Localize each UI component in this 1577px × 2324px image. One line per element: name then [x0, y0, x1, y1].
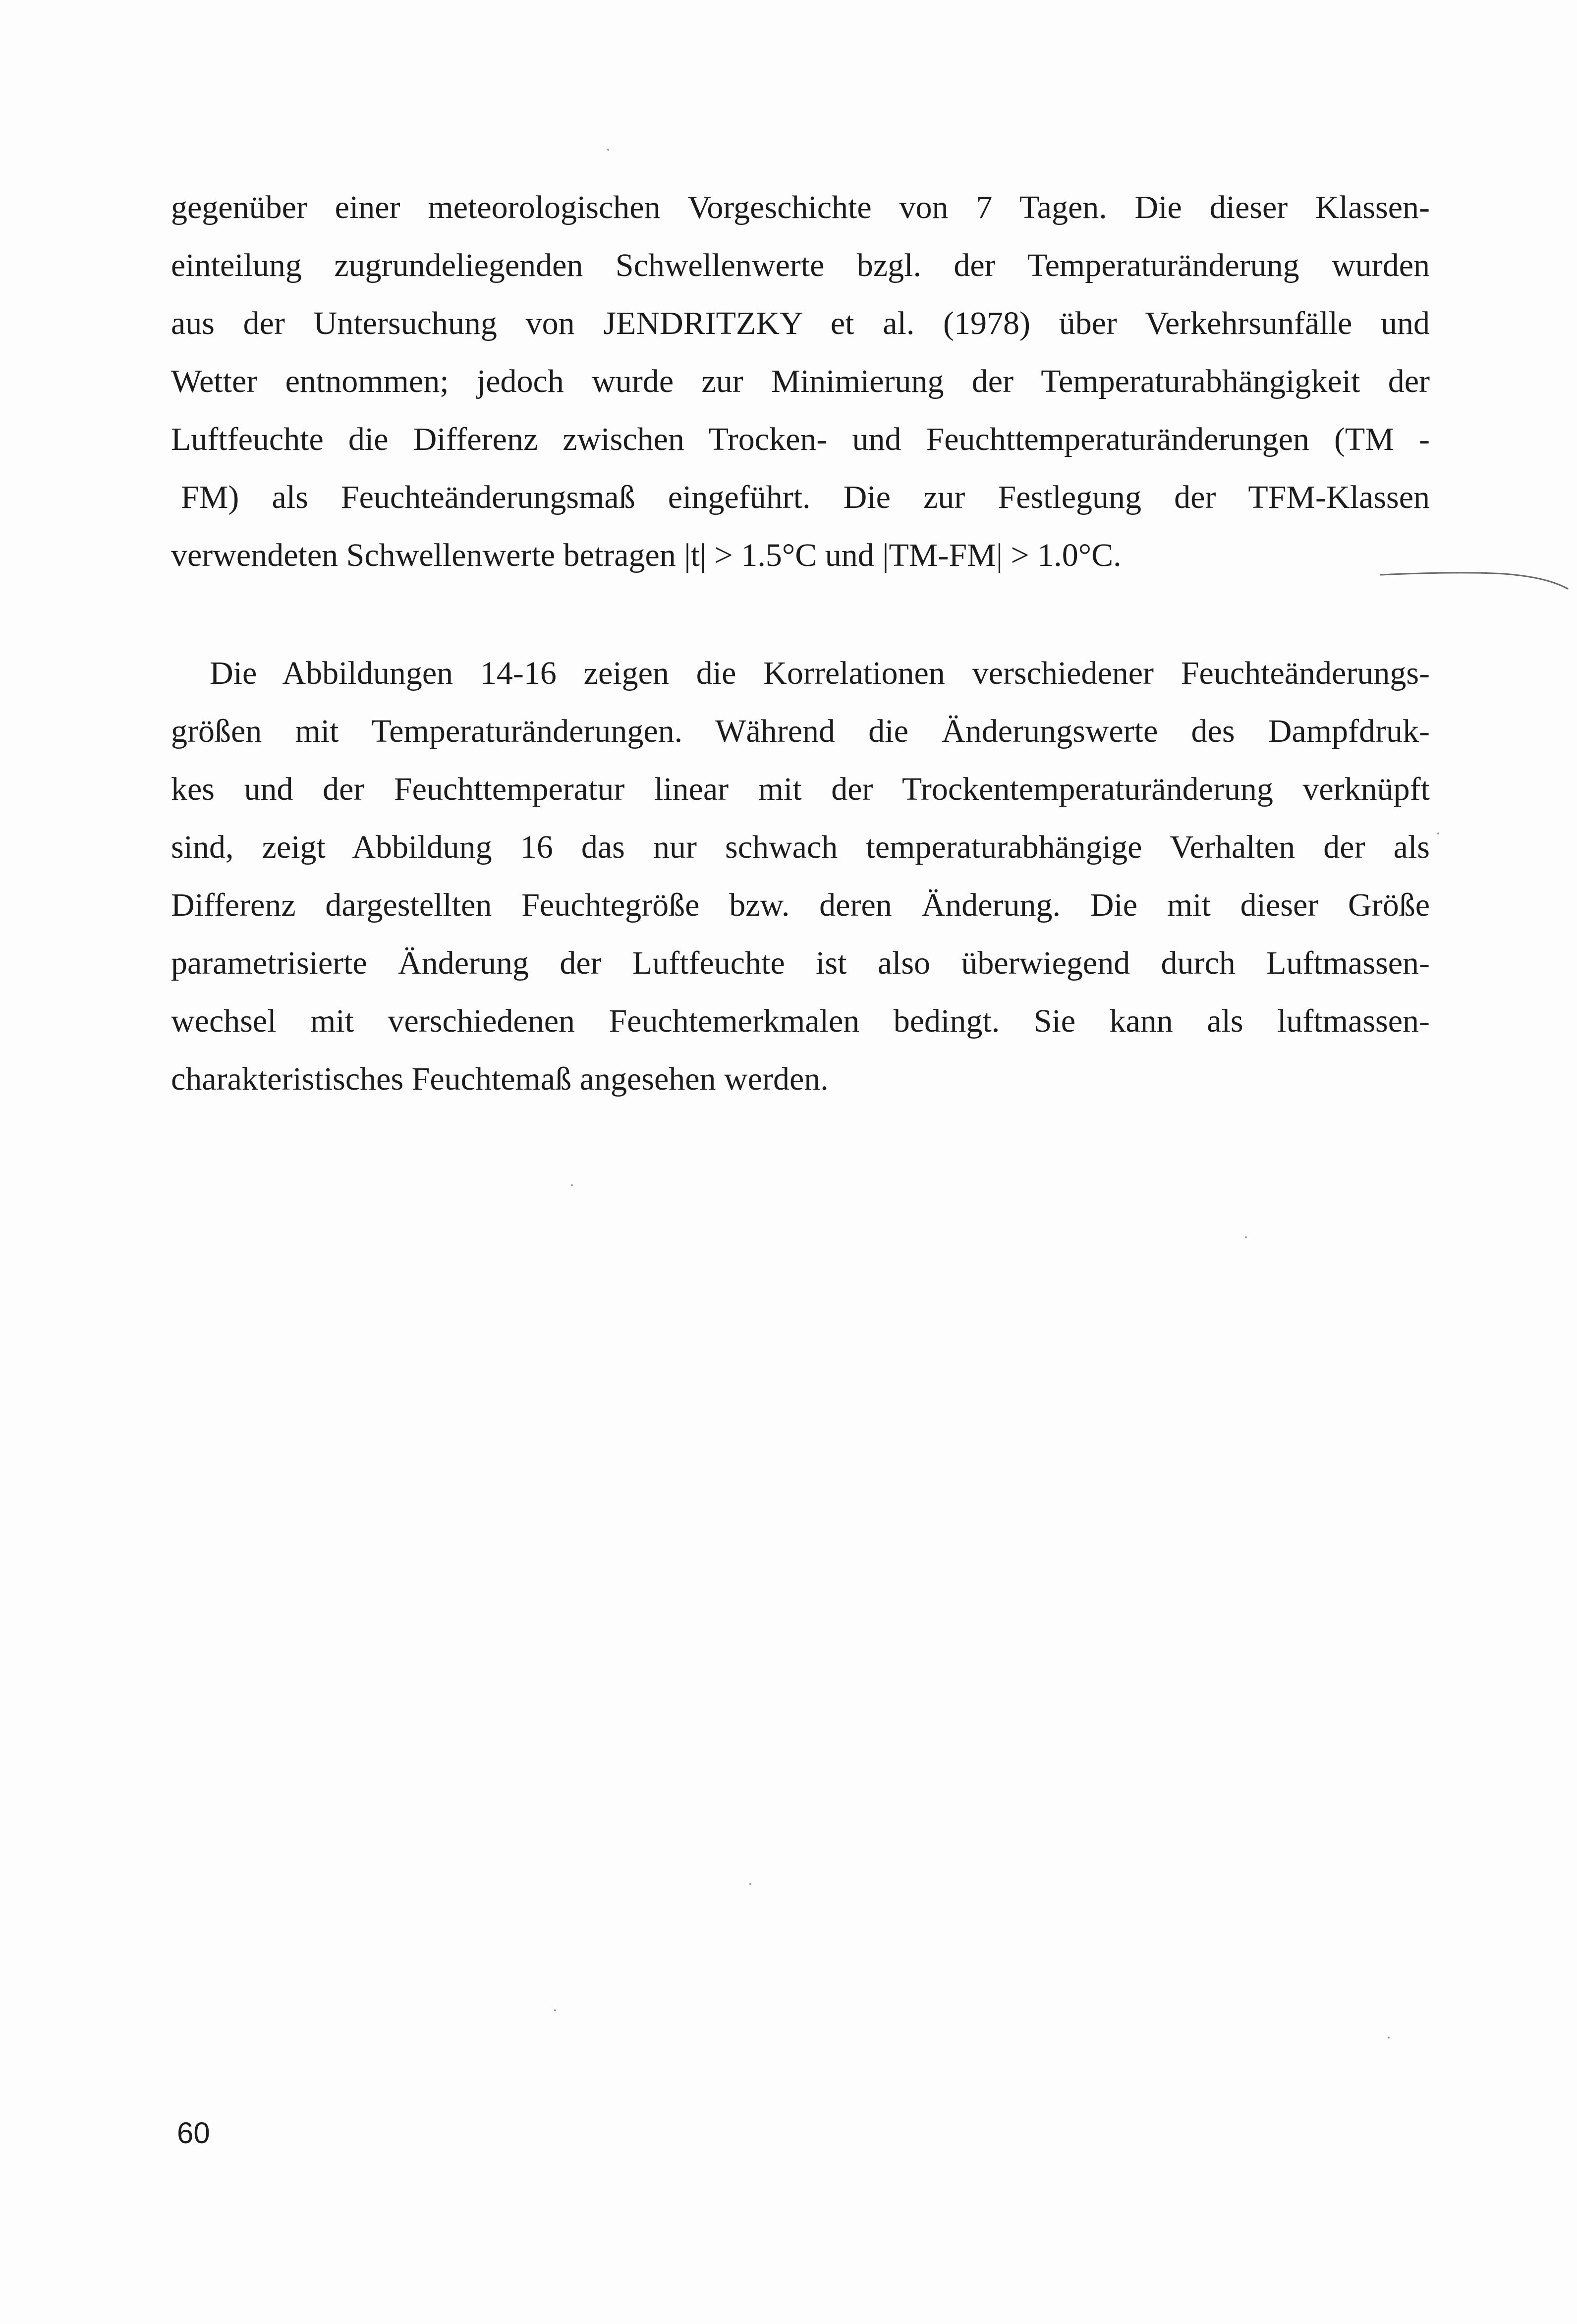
- paragraph-2-line-1: Die Abbildungen 14-16 zeigen die Korrelationen verschiedener Feuchteänderungs-: [210, 655, 1430, 691]
- paragraph-1-line-7: verwendeten Schwellenwerte betragen |t| > 1.5°C und |TM-FM| > 1.0°C.: [171, 537, 1122, 573]
- paragraph-1-line-2: einteilung zugrundeliegenden Schwellenwerte bzgl. der Temperaturänderung wurden: [171, 247, 1430, 283]
- paragraph-1-line-6: FM) als Feuchteänderungsmaß eingeführt. Die zur Festlegung der TFM-Klassen: [181, 479, 1430, 515]
- paragraph-2-line-6: parametrisierte Änderung der Luftfeuchte ist also überwiegend durch Luftmassen-: [171, 945, 1430, 981]
- paragraph-2-line-4: sind, zeigt Abbildung 16 das nur schwach temperaturabhängige Verhalten der als: [171, 829, 1430, 865]
- paragraph-2-line-5: Differenz dargestellten Feuchtegröße bzw. deren Änderung. Die mit dieser Größe: [171, 887, 1430, 923]
- scan-speck: [1245, 1236, 1247, 1238]
- paragraph-1-line-5: Luftfeuchte die Differenz zwischen Trocken- und Feuchttemperaturänderungen (TM -: [171, 421, 1430, 457]
- paragraph-1: [171, 178, 1430, 584]
- scan-speck: [554, 2009, 556, 2011]
- paragraph-2-line-7: wechsel mit verschiedenen Feuchtemerkmalen bedingt. Sie kann als luftmassen-: [171, 1003, 1430, 1039]
- paragraph-2-line-8: charakteristisches Feuchtemaß angesehen werden.: [171, 1061, 829, 1097]
- scan-speck: [1388, 2037, 1390, 2039]
- page-number: 60: [177, 2116, 210, 2150]
- paragraph-2-line-2: größen mit Temperaturänderungen. Während die Änderungswerte des Dampfdruk-: [171, 713, 1430, 749]
- pen-stroke-mark: [1380, 564, 1569, 594]
- scan-speck: [571, 1184, 573, 1186]
- scan-speck: [1437, 832, 1439, 834]
- scan-speck: [607, 149, 609, 151]
- paragraph-1-line-3: aus der Untersuchung von JENDRITZKY et al. (1978) über Verkehrsunfälle und: [171, 305, 1430, 341]
- paragraph-1-line-1: gegenüber einer meteorologischen Vorgeschichte von 7 Tagen. Die dieser Klassen-: [171, 189, 1430, 225]
- paragraph-2: [171, 644, 1430, 1108]
- paragraph-1-line-4: Wetter entnommen; jedoch wurde zur Minimierung der Temperaturabhängigkeit der: [171, 363, 1430, 399]
- scan-speck: [749, 1883, 751, 1885]
- paragraph-2-line-3: kes und der Feuchttemperatur linear mit der Trockentemperaturänderung verknüpft: [171, 771, 1430, 807]
